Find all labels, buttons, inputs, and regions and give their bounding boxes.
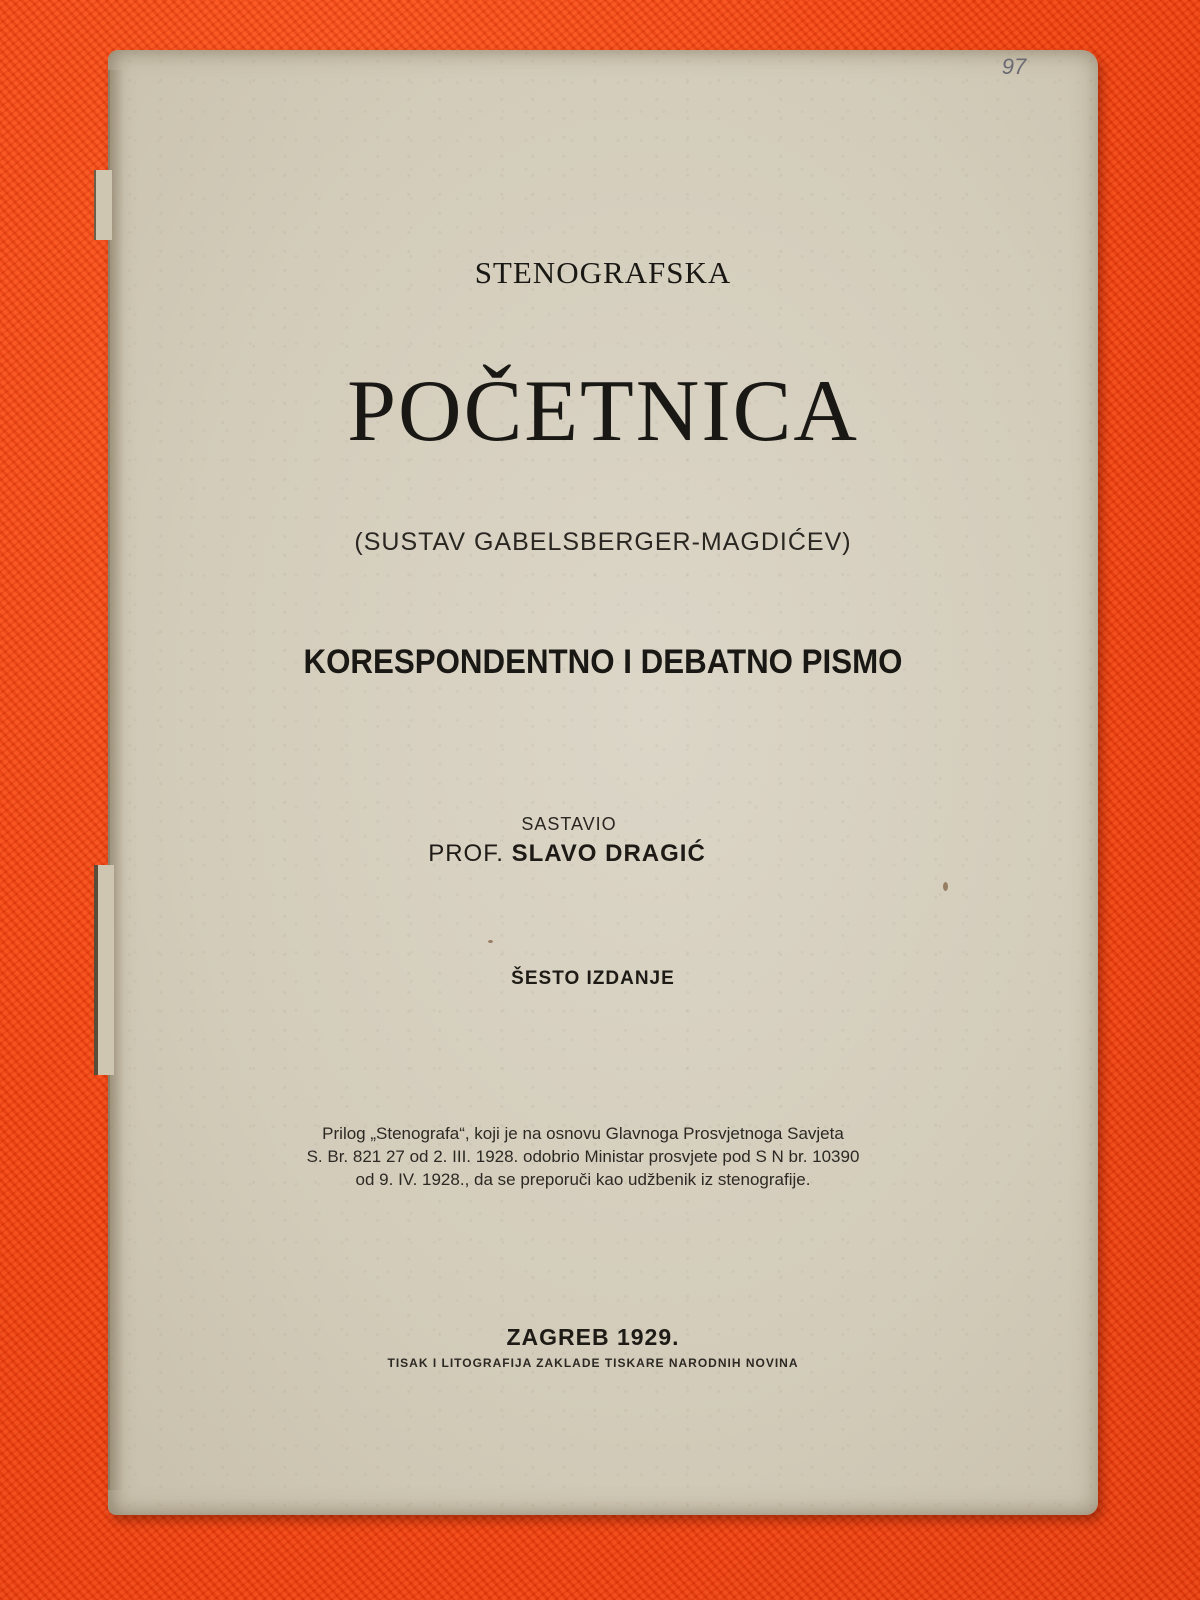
torn-spine-edge (94, 170, 112, 240)
system-subtitle: (SUSTAV GABELSBERGER-MAGDIĆEV) (354, 528, 852, 556)
compiled-by-label: SASTAVIO (521, 814, 617, 834)
author-prefix: PROF. (428, 840, 504, 867)
book-subtitle: KORESPONDENTNO I DEBATNO PISMO (303, 643, 903, 681)
printer-line: TISAK I LITOGRAFIJA ZAKLADE TISKARE NARODNIH NOVINA (387, 1356, 799, 1370)
series-heading: STENOGRAFSKA (474, 255, 732, 290)
approval-note-line: Prilog „Stenografa“, koji je na osnovu Glavnoga Prosvjetnoga Savjeta (322, 1124, 844, 1143)
approval-note-line: S. Br. 821 27 od 2. III. 1928. odobrio Ministar prosvjete pod S N br. 10390 (306, 1147, 860, 1166)
book-cover (108, 50, 1098, 1515)
handwritten-number: 97 (1001, 54, 1027, 79)
book-title: POČETNICA (347, 363, 859, 460)
approval-note (88, 1122, 1078, 1191)
author-name: SLAVO DRAGIĆ (511, 840, 706, 867)
paper-stain (943, 882, 948, 891)
paper-stain (488, 940, 493, 943)
edition-label: ŠESTO IZDANJE (511, 968, 675, 989)
place-and-year: ZAGREB 1929. (506, 1324, 680, 1350)
author-line (72, 840, 1062, 868)
approval-note-line: od 9. IV. 1928., da se preporuči kao udžbenik iz stenografije. (355, 1170, 811, 1189)
